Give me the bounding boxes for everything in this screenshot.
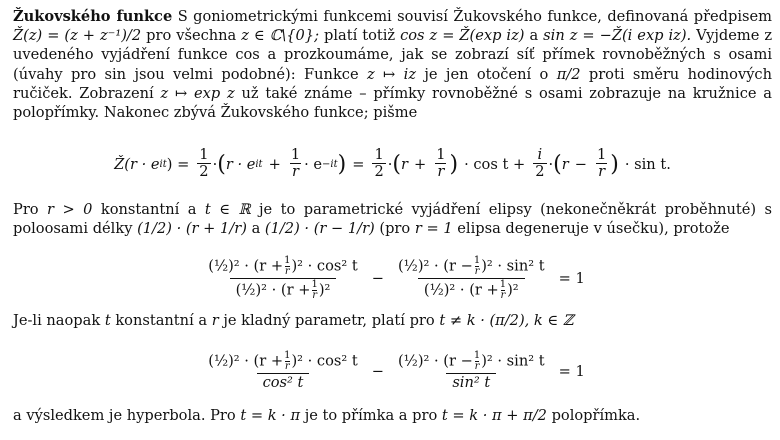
eq3-rhs: = 1 bbox=[558, 363, 585, 381]
cos-identity: cos z = Ž(exp iz) bbox=[400, 27, 525, 45]
eq2-rhs: = 1 bbox=[558, 270, 585, 288]
hyperbola-paragraph: Je-li naopak t konstantní a r je kladný parametr, platí pro t ≠ k · (π/2), k ∈ ℤ bbox=[13, 311, 574, 329]
eq1-half-1: $\frac{1}{2}$ bbox=[199, 146, 209, 181]
eq1-cos-term: · cos t + bbox=[464, 155, 526, 173]
map-exp: z ↦ exp z bbox=[160, 84, 235, 102]
map-rotation: z ↦ iz bbox=[367, 65, 417, 83]
eq1-inv-r-1: $\frac{1}{r}$ bbox=[290, 146, 301, 181]
equation-joukowski-expansion: Ž(r · e it ) = $\frac{1}{2}$ · ( r · e it + $\frac{1}{r}$ · e −it ) = $\frac{1}{2}$ · ( r + $\frac{1}{r}$ ) · cos t + $\frac{i}{2}$ · ( r − $\frac{1}{r}$ ) · sin t. bbox=[114, 146, 671, 181]
eq1-lhs: Ž(r · e bbox=[114, 155, 160, 173]
intro-text-1: S goniometrickými funkcemi souvisí Žukovského funkce, definovaná předpisem bbox=[177, 8, 773, 25]
eq1-term-a: r · e bbox=[225, 155, 256, 173]
eq1-half-2: $\frac{1}{2}$ bbox=[374, 146, 384, 181]
eq3-fraction-2: (½)² · (r − $\frac{1}{r}$ )² · sin² t sin² t bbox=[397, 350, 545, 392]
semi-axis-2: (1/2) · (r − 1/r) bbox=[264, 220, 375, 238]
definition-formula: Ž(z) = (z + z⁻¹)/2 bbox=[13, 27, 142, 45]
intro-paragraph bbox=[13, 7, 772, 122]
r-equals-one: r = 1 bbox=[414, 220, 453, 238]
eq1-inv-r-3: $\frac{1}{r}$ bbox=[596, 146, 607, 181]
domain-formula: z ∈ ℂ\{0}; bbox=[241, 27, 320, 45]
intro-text-2: pro všechna bbox=[146, 27, 237, 45]
eq1-lhs-end: ) = bbox=[166, 155, 190, 173]
line-condition: t = k · π bbox=[240, 406, 301, 424]
eq1-sin-term: · sin t. bbox=[624, 155, 671, 173]
eq2-fraction-2: (½)² · (r − $\frac{1}{r}$ )² · sin² t (½)² · (r + $\frac{1}{r}$ )² bbox=[397, 255, 545, 302]
angle-value: π/2 bbox=[556, 65, 581, 83]
intro-text-4: a bbox=[529, 27, 539, 45]
intro-text-5: Vyjdeme z uvedeného vyjádření funkce cos a prozkoumáme, jak se zobrazí síť přímek rovnoběžných s osami (úvahy pro sin jsou velmi podobné): Funkce bbox=[13, 27, 773, 83]
eq1-term-b: · e bbox=[304, 155, 323, 173]
t-real-condition: t ∈ ℝ bbox=[204, 201, 251, 219]
ellipse-paragraph: Pro r > 0 konstantní a t ∈ ℝ je to parametrické vyjádření elipsy (nekonečněkrát proběhnuté) s poloosami délky (1/2) · (r + 1/r) a (1/2) · (r − 1/r) (pro r = 1 elipsa degeneruje v úsečku), protože bbox=[13, 201, 773, 238]
equation-ellipse: (½)² · (r + $\frac{1}{r}$ )² · cos² t (½)² · (r + $\frac{1}{r}$ )² − (½)² · (r − $\frac{1}{r}$ )² · sin² t (½)² · (r + $\frac{1}{r}$ )² = 1 bbox=[13, 249, 772, 309]
eq1-i-half: $\frac{i}{2}$ bbox=[535, 146, 545, 181]
intro-text-3: platí totiž bbox=[324, 27, 396, 45]
intro-text-8: už také známe – přímky rovnoběžné s osami zobrazuje na kružnice a polopřímky. Nakonec zbývá Žukovského funkce; pišme bbox=[13, 84, 773, 122]
t-condition: t ≠ k · (π/2), k ∈ ℤ bbox=[439, 311, 574, 329]
eq3-fraction-1: (½)² · (r + $\frac{1}{r}$ )² · cos² t cos² t bbox=[208, 350, 358, 392]
conclusion-paragraph: a výsledkem je hyperbola. Pro t = k · π je to přímka a pro t = k · π + π/2 polopřímka. bbox=[13, 406, 641, 424]
sin-identity: sin z = −Ž(i exp iz). bbox=[543, 27, 692, 45]
ray-condition: t = k · π + π/2 bbox=[441, 406, 547, 424]
r-positive-condition: r > 0 bbox=[47, 201, 93, 219]
equation-hyperbola: (½)² · (r + $\frac{1}{r}$ )² · cos² t cos² t − (½)² · (r − $\frac{1}{r}$ )² · sin² t sin² t = 1 bbox=[13, 342, 772, 402]
eq1-inv-r-2: $\frac{1}{r}$ bbox=[436, 146, 446, 181]
section-heading: Žukovského funkce bbox=[13, 8, 173, 25]
eq1-lhs-exp: it bbox=[159, 158, 167, 170]
intro-text-6: je jen otočení o bbox=[424, 65, 549, 83]
semi-axis-1: (1/2) · (r + 1/r) bbox=[137, 220, 247, 238]
eq2-fraction-1: (½)² · (r + $\frac{1}{r}$ )² · cos² t (½)² · (r + $\frac{1}{r}$ )² bbox=[208, 255, 358, 302]
intro-text-7: proti směru hodinových ručiček. Zobrazení bbox=[13, 65, 773, 102]
